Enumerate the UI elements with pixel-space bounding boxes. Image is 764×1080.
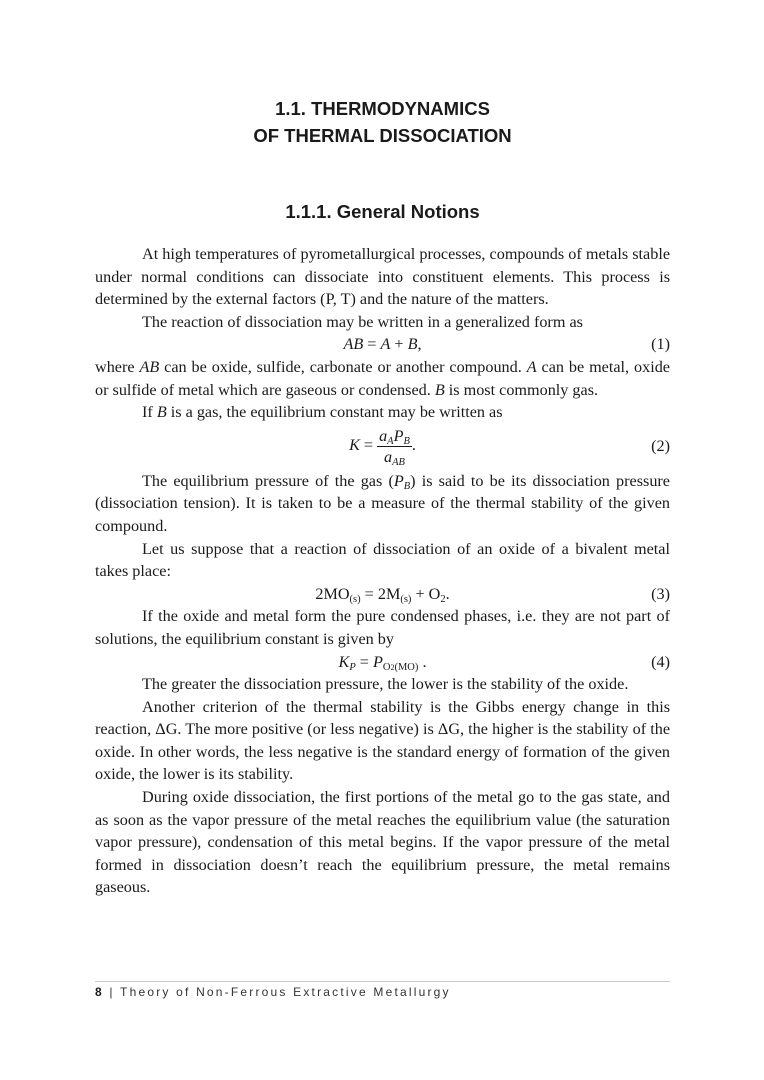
equation-1-number: (1) <box>651 335 670 354</box>
footer-separator: | <box>103 985 121 999</box>
p5-text-b: ) is said to be its dissociation pressure (dissociation tension). It is taken to be a measure of the thermal stability of the given compound. <box>95 471 670 535</box>
eq3-m: = 2M <box>360 584 401 603</box>
book-title: Theory of Non-Ferrous Extractive Metallurgy <box>120 985 451 999</box>
eq2-num-p: P <box>393 426 404 445</box>
eq4-p-sub2: 2 <box>390 662 395 672</box>
p3-b: B <box>434 380 445 399</box>
eq2-num-a: a <box>379 426 388 445</box>
eq4-p: P <box>372 652 383 671</box>
eq2-tail: . <box>411 435 416 454</box>
page-footer <box>95 985 451 999</box>
p3-ab: AB <box>139 357 160 376</box>
p3-a: A <box>526 357 537 376</box>
paragraph-8: The greater the dissociation pressure, the lower is the stability of the oxide. <box>142 675 629 694</box>
paragraph-6: Let us suppose that a reaction of dissociation of an oxide of a bivalent metal takes place: <box>95 539 670 581</box>
equation-2 <box>95 424 670 470</box>
page-number: 8 <box>95 985 104 999</box>
eq4-tail: . <box>418 652 427 671</box>
chapter-title-line2: OF THERMAL DISSOCIATION <box>253 125 512 146</box>
body-text <box>95 243 670 899</box>
eq2-den-sub: AB <box>392 456 405 468</box>
equation-4 <box>95 651 670 674</box>
paragraph-4 <box>95 401 670 424</box>
p3-text-b: can be oxide, sulfide, carbonate or another compound. <box>159 357 527 376</box>
paragraph-2: The reaction of dissociation may be written in a generalized form as <box>142 312 583 331</box>
eq2-den-a: a <box>384 447 393 466</box>
paragraph-3 <box>95 356 670 401</box>
paragraph-7: If the oxide and metal form the pure condensed phases, i.e. they are not part of solutions, the equilibrium constant is given by <box>95 607 670 648</box>
eq3-o: + O <box>411 584 441 603</box>
eq3-tail: . <box>445 584 450 603</box>
p3-text-d: can be metal, oxide or sulfide of metal which are gaseous or condensed. <box>95 357 670 399</box>
eq2-fraction <box>377 426 412 467</box>
eq4-p-sub3: (MO) <box>394 661 419 673</box>
eq1-equals: = <box>363 335 381 354</box>
paragraph-9: Another criterion of the thermal stability is the Gibbs energy change in this reaction, ΔG. The more positive (or less negative) is ΔG, the higher is the stability of the oxide. In other words, the less negative is the standard energy of formation of the given oxide, the lower is its stability. <box>95 697 670 784</box>
eq4-equals: = <box>355 652 373 671</box>
eq1-tail: , <box>417 335 422 354</box>
footer-divider <box>95 981 670 982</box>
paragraph-10: During oxide dissociation, the first portions of the metal go to the gas state, and as soon as the vapor pressure of the metal reaches the equilibrium value (the saturation vapor pressure), condensation of this metal begins. If the vapor pressure of the metal formed in dissociation doesn’t reach the equilibrium pressure, the metal remains gaseous. <box>95 788 670 897</box>
eq3-o-sub: 2 <box>440 593 446 605</box>
eq2-denominator <box>377 447 412 467</box>
eq2-numerator <box>377 426 412 447</box>
eq1-a: A <box>380 335 391 354</box>
eq2-k: K <box>349 435 360 454</box>
p3-where: where <box>95 357 140 376</box>
equation-3-number: (3) <box>651 584 670 603</box>
equation-3 <box>95 583 670 606</box>
equation-1 <box>95 333 670 356</box>
eq2-equals: = <box>359 435 374 454</box>
eq4-p-sub: O <box>382 661 391 673</box>
page <box>95 0 670 1080</box>
eq1-ab: AB <box>343 335 364 354</box>
eq3-mo-sub: (s) <box>349 593 361 605</box>
p5-text-a: The equilibrium pressure of the gas ( <box>142 471 394 490</box>
chapter-title <box>95 95 670 149</box>
eq3-m-sub: (s) <box>400 593 412 605</box>
section-title: 1.1.1. General Notions <box>285 201 480 222</box>
eq1-plus: + <box>390 335 408 354</box>
chapter-title-line1: 1.1. THERMODYNAMICS <box>275 98 490 119</box>
eq2-num-a-sub: A <box>387 435 394 447</box>
eq3-mo: 2MO <box>315 584 350 603</box>
p4-rest: is a gas, the equilibrium constant may be written as <box>166 403 503 422</box>
equation-4-number: (4) <box>651 652 670 671</box>
equation-2-number: (2) <box>651 436 670 455</box>
p5-p-sub: B <box>403 480 411 492</box>
eq4-k-sub: P <box>349 661 356 673</box>
p4-if: If <box>142 403 157 422</box>
eq1-b: B <box>407 335 418 354</box>
p5-p: P <box>393 471 404 490</box>
paragraph-1: At high temperatures of pyrometallurgical processes, compounds of metals stable under normal conditions can dissociate into constituent elements. This process is determined by the external factors (P, T) and the nature of the matters. <box>95 245 670 309</box>
paragraph-5 <box>95 470 670 538</box>
p4-b: B <box>156 403 167 422</box>
eq2-num-p-sub: B <box>403 435 410 447</box>
p3-text-f: is most commonly gas. <box>444 380 599 399</box>
eq4-k: K <box>338 652 350 671</box>
